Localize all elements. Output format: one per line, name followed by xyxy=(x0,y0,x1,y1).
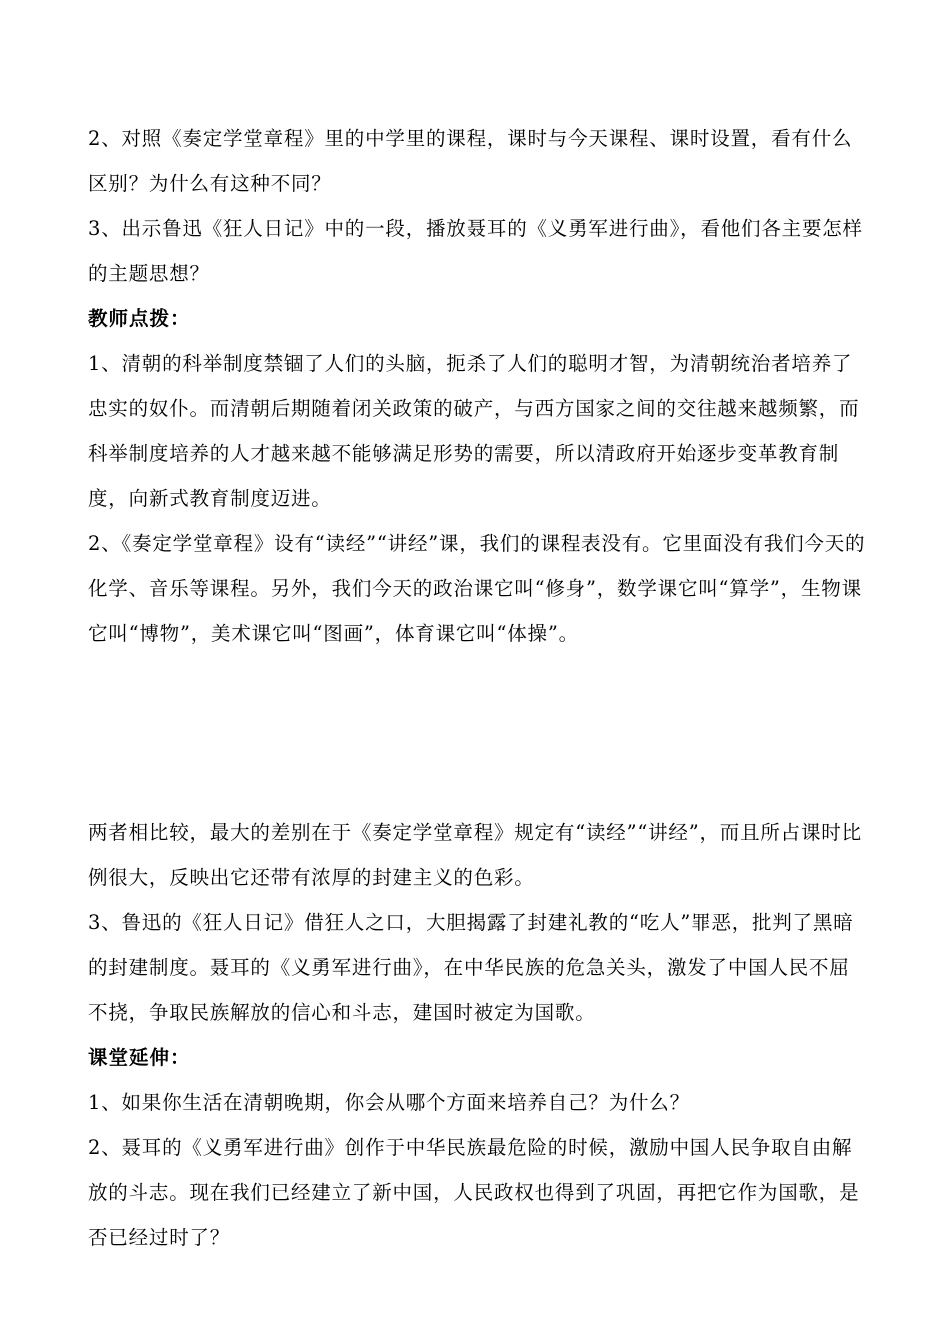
document-body-upper xyxy=(88,116,868,656)
guidance-paragraph-1: 1、清朝的科举制度禁锢了人们的头脑，扼杀了人们的聪明才智，为清朝统治者培养了忠实的奴仆。而清朝后期随着闭关政策的破产，与西方国家之间的交往越来越频繁，而科举制度培养的人才越来越不能够满足形势的需要，所以清政府开始逐步变革教育制度，向新式教育制度迈进。 xyxy=(88,352,860,510)
guidance-paragraph-2: 2、《奏定学堂章程》设有“读经”“讲经”课，我们的课程表没有。它里面没有我们今天的化学、音乐等课程。另外，我们今天的政治课它叫“修身”，数学课它叫“算学”，生物课它叫“博物”，美术课它叫“图画”，体育课它叫“体操”。 xyxy=(88,532,866,645)
extension-question-2: 2、聂耳的《义勇军进行曲》创作于中华民族最危险的时候，激励中国人民争取自由解放的斗志。现在我们已经建立了新中国，人民政权也得到了巩固，再把它作为国歌，是否已经过时了？ xyxy=(88,1136,860,1249)
extension-heading: 课堂延伸： xyxy=(88,1046,191,1069)
guidance-paragraph-3: 3、鲁迅的《狂人日记》借狂人之口，大胆揭露了封建礼教的“吃人”罪恶，批判了黑暗的封建制度。聂耳的《义勇军进行曲》，在中华民族的危急关头，激发了中国人民不屈不挠，争取民族解放的信心和斗志，建国时被定为国歌。 xyxy=(88,911,854,1024)
teacher-guidance-heading: 教师点拨： xyxy=(88,307,191,330)
question-3: 3、出示鲁迅《狂人日记》中的一段，播放聂耳的《义勇军进行曲》，看他们各主要怎样的主题思想？ xyxy=(88,217,863,285)
question-2: 2、对照《奏定学堂章程》里的中学里的课程，课时与今天课程、课时设置，看有什么区别？为什么有这种不同？ xyxy=(88,127,853,195)
document-body-lower xyxy=(88,810,868,1260)
extension-question-1: 1、如果你生活在清朝晚期，你会从哪个方面来培养自己？为什么？ xyxy=(88,1091,690,1114)
guidance-paragraph-2-comparison: 两者相比较，最大的差别在于《奏定学堂章程》规定有“读经”“讲经”，而且所占课时比例很大，反映出它还带有浓厚的封建主义的色彩。 xyxy=(88,821,862,889)
